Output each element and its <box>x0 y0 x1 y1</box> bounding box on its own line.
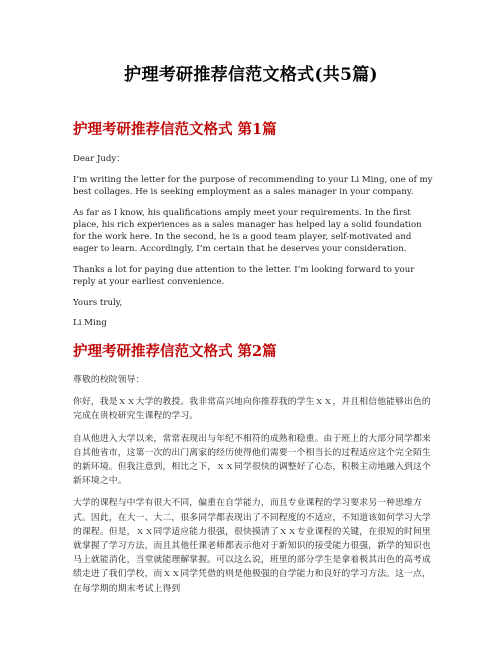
salutation: 尊敬的校院领导： <box>73 375 145 385</box>
closing: Yours truly, <box>73 298 123 308</box>
paragraph: Thanks a lot for paying due attention to the letter. I’m looking forward to your reply at your earliest convenience. <box>73 265 415 287</box>
paragraph: 大学的课程与中学有很大不同，偏重在自学能力，而且专业课程的学习要求另一种思维方式。因此，在大一、大二，很多同学都表现出了不同程度的不适应，不知道该如何学习大学的课程。但是，ｘｘ同学适应能力很强，很快摸清了ｘｘ专业课程的关键，在很短的时间里就掌握了学习方法，而且其他任课老师都表示他对于新知识的接受能力很强，新学的知识也马上就能消化，当堂就能理解掌握。可以这么说，班里的部分学生是拿着极其出色的高考成绩走进了我们学校，而ｘｘ同学凭借的则是他极强的自学能力和良好的学习方法。这一点，在每学期的期末考试上得到 <box>73 498 431 594</box>
paragraph: I’m writing the letter for the purpose of recommending to your Li Ming, one of my best collages. He is seeking employment as a sales manager in your company. <box>73 175 433 197</box>
paragraph: As far as I know, his qualifications amply meet your requirements. In the first place, his rich experiences as a sales manager has helped lay a solid foundation for the work here. In the second, he is a good team player, self-motivated and eager to learn. Accordingly, I’m certain that he deserves your consideration. <box>73 208 422 254</box>
signature-name: Li Ming <box>73 318 107 328</box>
paragraph: 自从他进入大学以来，常常表现出与年纪不相符的成熟和稳重。由于班上的大部分同学都来自其他省市，这第一次的出门离家的经历使得他们需要一个相当长的过程适应这个完全陌生的新环境。但我注意到，相比之下，ｘｘ同学很快的调整好了心态，积极主动地融入到这个新环境之中。 <box>73 433 431 487</box>
section-heading: 护理考研推荐信范文格式 第2篇 <box>73 343 277 360</box>
section-1 <box>73 121 433 337</box>
section-2 <box>73 343 433 604</box>
document-title: 护理考研推荐信范文格式(共5篇) <box>124 65 378 85</box>
paragraph: 你好，我是ｘｘ大学的教授。我非常高兴地向你推荐我的学生ｘｘ，并且相信他能够出色的完成在贵校研究生课程的学习。 <box>73 397 431 422</box>
section-heading: 护理考研推荐信范文格式 第1篇 <box>73 121 277 138</box>
salutation: Dear Judy： <box>73 154 125 164</box>
